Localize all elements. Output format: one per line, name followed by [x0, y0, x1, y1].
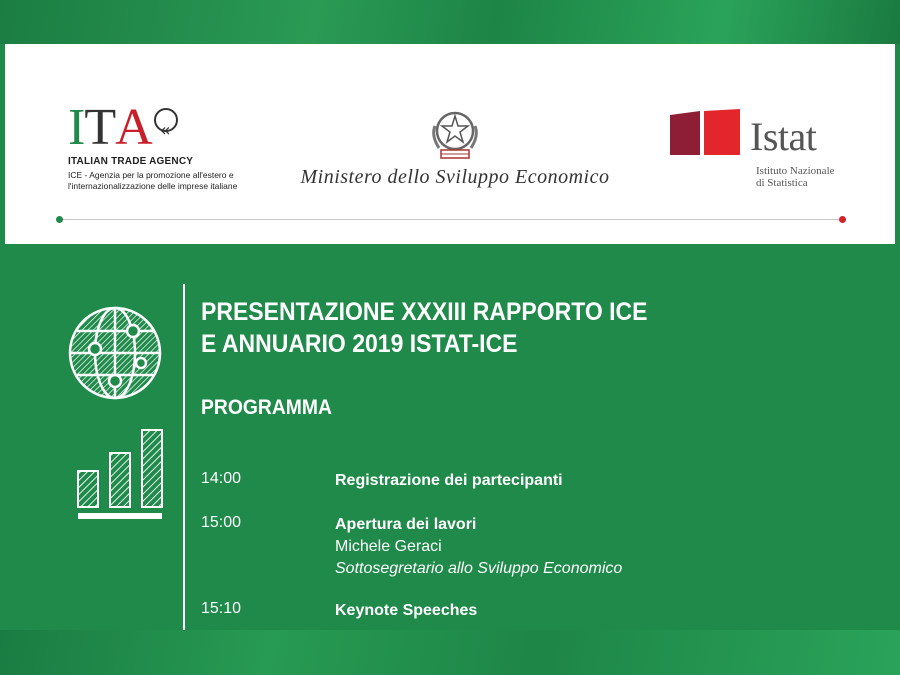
globe-network-icon	[67, 305, 163, 401]
logo-divider	[61, 219, 843, 220]
divider-dot-right	[839, 216, 846, 223]
ita-letter-a: A	[115, 99, 152, 156]
ita-description	[68, 170, 243, 192]
ita-letter-t: T	[84, 99, 116, 156]
ita-letter-i: I	[68, 99, 85, 156]
ita-logo	[68, 99, 243, 192]
ita-agency-name: ITALIAN TRADE AGENCY	[68, 156, 194, 167]
top-decor-band	[0, 0, 900, 44]
agenda-info	[335, 514, 622, 580]
agenda-speaker: Michele Geraci	[335, 538, 442, 555]
agenda-label: Keynote Speeches	[335, 602, 478, 619]
divider-dot-left	[56, 216, 63, 223]
slide	[5, 44, 895, 630]
title-line2: E ANNUARIO 2019 ISTAT-ICE	[201, 330, 518, 358]
ita-wordmark	[68, 99, 243, 156]
agenda-speaker-role: Sottosegretario allo Sviluppo Economico	[335, 560, 623, 577]
istat-subtitle	[756, 165, 835, 189]
agenda-info	[335, 470, 563, 492]
programma-heading: PROGRAMMA	[201, 396, 332, 419]
title-line1: PRESENTAZIONE XXXIII RAPPORTO ICE	[201, 298, 648, 326]
agenda-label: Apertura dei lavori	[335, 516, 477, 533]
agenda-time: 14:00	[201, 470, 242, 487]
ministry-name: Ministero dello Sviluppo Economico	[300, 166, 610, 188]
agenda-time: 15:00	[201, 514, 242, 531]
agenda-time: 15:10	[201, 600, 242, 617]
page-title	[201, 296, 790, 360]
istat-sub-line2: di Statistica	[756, 177, 808, 189]
italian-emblem-icon	[427, 106, 483, 164]
ministry-logo	[295, 106, 615, 189]
bottom-decor-band	[0, 630, 900, 675]
agenda-info	[335, 600, 477, 622]
istat-sub-line1: Istituto Nazionale	[756, 165, 835, 177]
ita-desc-line2: l'internazionalizzazione delle imprese italiane	[68, 181, 238, 191]
vertical-divider	[183, 284, 185, 630]
ita-desc-line1: ICE - Agenzia per la promozione all'estero e	[68, 170, 234, 180]
istat-wordmark: Istat	[750, 114, 817, 159]
agenda-label: Registrazione dei partecipanti	[335, 472, 563, 489]
logo-bar	[5, 44, 895, 244]
ita-arrows-icon	[154, 108, 178, 132]
istat-squares-icon	[670, 109, 742, 157]
bar-chart-icon	[75, 427, 167, 523]
